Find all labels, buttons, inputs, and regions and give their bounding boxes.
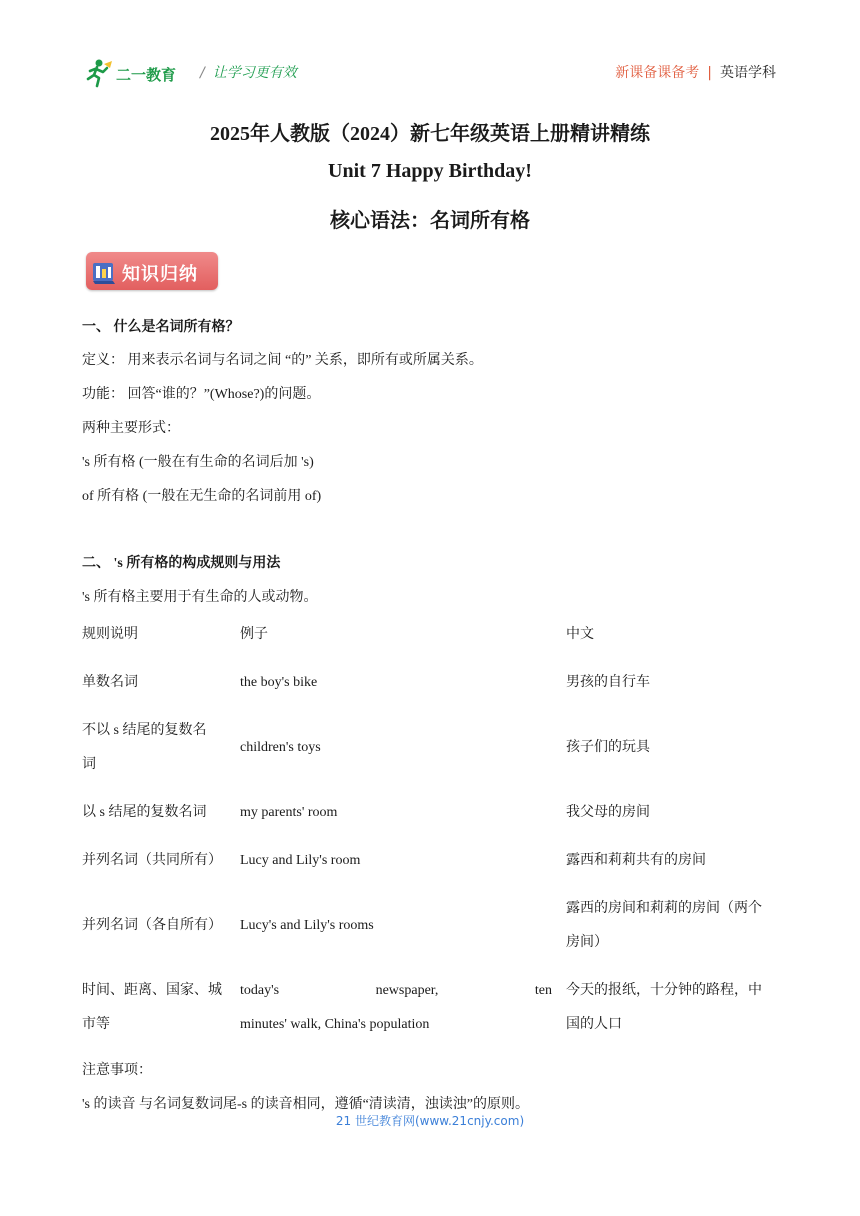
form-apostrophe-s: 's 所有格 (一般在有生命的名词后加 's)	[82, 455, 314, 470]
notes-heading: 注意事项：	[82, 1063, 152, 1078]
table-cell-example: my parents' room	[240, 805, 338, 820]
table-cell-example: children's toys	[240, 740, 321, 755]
knowledge-summary-badge	[86, 252, 218, 290]
table-cell-chinese: 露西和莉莉共有的房间	[566, 853, 706, 868]
table-cell-example: Lucy's and Lily's rooms	[240, 918, 374, 933]
table-cell-example	[240, 974, 552, 1042]
example-word: ten	[534, 983, 552, 998]
rule-line-1: 不以 s 结尾的复数名	[82, 723, 207, 738]
table-cell-chinese: 孩子们的玩具	[566, 740, 650, 755]
form-of: of 所有格 (一般在无生命的名词前用 of)	[82, 489, 322, 504]
table-header-example: 例子	[240, 627, 268, 642]
badge-label: 知识归纳	[122, 264, 198, 285]
book-icon	[91, 257, 117, 285]
table-cell-chinese: 我父母的房间	[566, 805, 650, 820]
note-pronunciation: 's 的读音 与名词复数词尾-s 的读音相同，遵循“清读清，浊读浊”的原则。	[82, 1097, 530, 1112]
slash-divider: /	[200, 65, 205, 81]
vertical-divider: |	[707, 65, 712, 81]
brand-logo	[82, 58, 192, 90]
table-cell-example-line: minutes' walk, China's population	[240, 1017, 430, 1032]
table-cell-chinese-line: 房间）	[566, 935, 608, 950]
subject-label: 英语学科	[720, 65, 776, 81]
example-word: today's	[240, 983, 280, 998]
function-text: 功能： 回答“谁的？”(Whose?)的问题。	[82, 387, 321, 402]
unit-title: Unit 7 Happy Birthday!	[328, 160, 532, 182]
table-cell-rule-line	[82, 714, 232, 748]
table-cell-rule-line: 市等	[82, 1017, 110, 1032]
table-cell-rule: 以 s 结尾的复数名词	[82, 805, 207, 820]
table-cell-example: Lucy and Lily's room	[240, 853, 361, 868]
table-cell-chinese: 男孩的自行车	[566, 675, 650, 690]
header-right	[615, 62, 776, 82]
section1-heading: 一、 什么是名词所有格？	[82, 320, 240, 335]
page-header	[82, 54, 776, 94]
slogan-text: 让学习更有效	[212, 65, 297, 81]
slogan	[200, 62, 297, 82]
table-cell-rule	[82, 714, 232, 782]
table-cell-rule: 单数名词	[82, 675, 138, 690]
section2-heading: 二、 's 所有格的构成规则与用法	[82, 556, 281, 571]
table-cell-rule: 并列名词（各自所有）	[82, 918, 222, 933]
table-cell-chinese	[566, 974, 781, 1042]
table-cell-rule-line: 词	[82, 757, 96, 772]
table-cell-chinese-line: 今天的报纸，十分钟的路程，中	[566, 983, 762, 998]
table-cell-rule-line: 时间、距离、国家、城	[82, 983, 222, 998]
example-word: newspaper,	[375, 983, 439, 998]
runner-icon	[82, 58, 116, 90]
table-cell-example: the boy's bike	[240, 675, 318, 690]
page-footer: 21 世纪教育网(www.21cnjy.com)	[335, 1114, 525, 1128]
table-cell-rule	[82, 974, 232, 1042]
definition-text: 定义： 用来表示名词与名词之间 “的” 关系，即所有或所属关系。	[82, 353, 483, 368]
table-cell-example-line	[240, 974, 552, 1008]
table-cell-chinese-line: 国的人口	[566, 1017, 622, 1032]
table-cell-rule: 并列名词（共同所有）	[82, 853, 222, 868]
section2-intro: 's 所有格主要用于有生命的人或动物。	[82, 590, 318, 605]
table-header-chinese: 中文	[566, 627, 594, 642]
forms-intro: 两种主要形式：	[82, 421, 180, 436]
table-cell-chinese-line: 露西的房间和莉莉的房间（两个	[566, 901, 762, 916]
table-header-rule: 规则说明	[82, 627, 138, 642]
topic-title: 核心语法：名词所有格	[330, 210, 530, 232]
courses-label: 新课备课备考	[615, 65, 700, 81]
logo-text: 二一教育	[116, 66, 177, 84]
document-title: 2025年人教版（2024）新七年级英语上册精讲精练	[210, 123, 650, 145]
table-cell-chinese	[566, 892, 781, 960]
